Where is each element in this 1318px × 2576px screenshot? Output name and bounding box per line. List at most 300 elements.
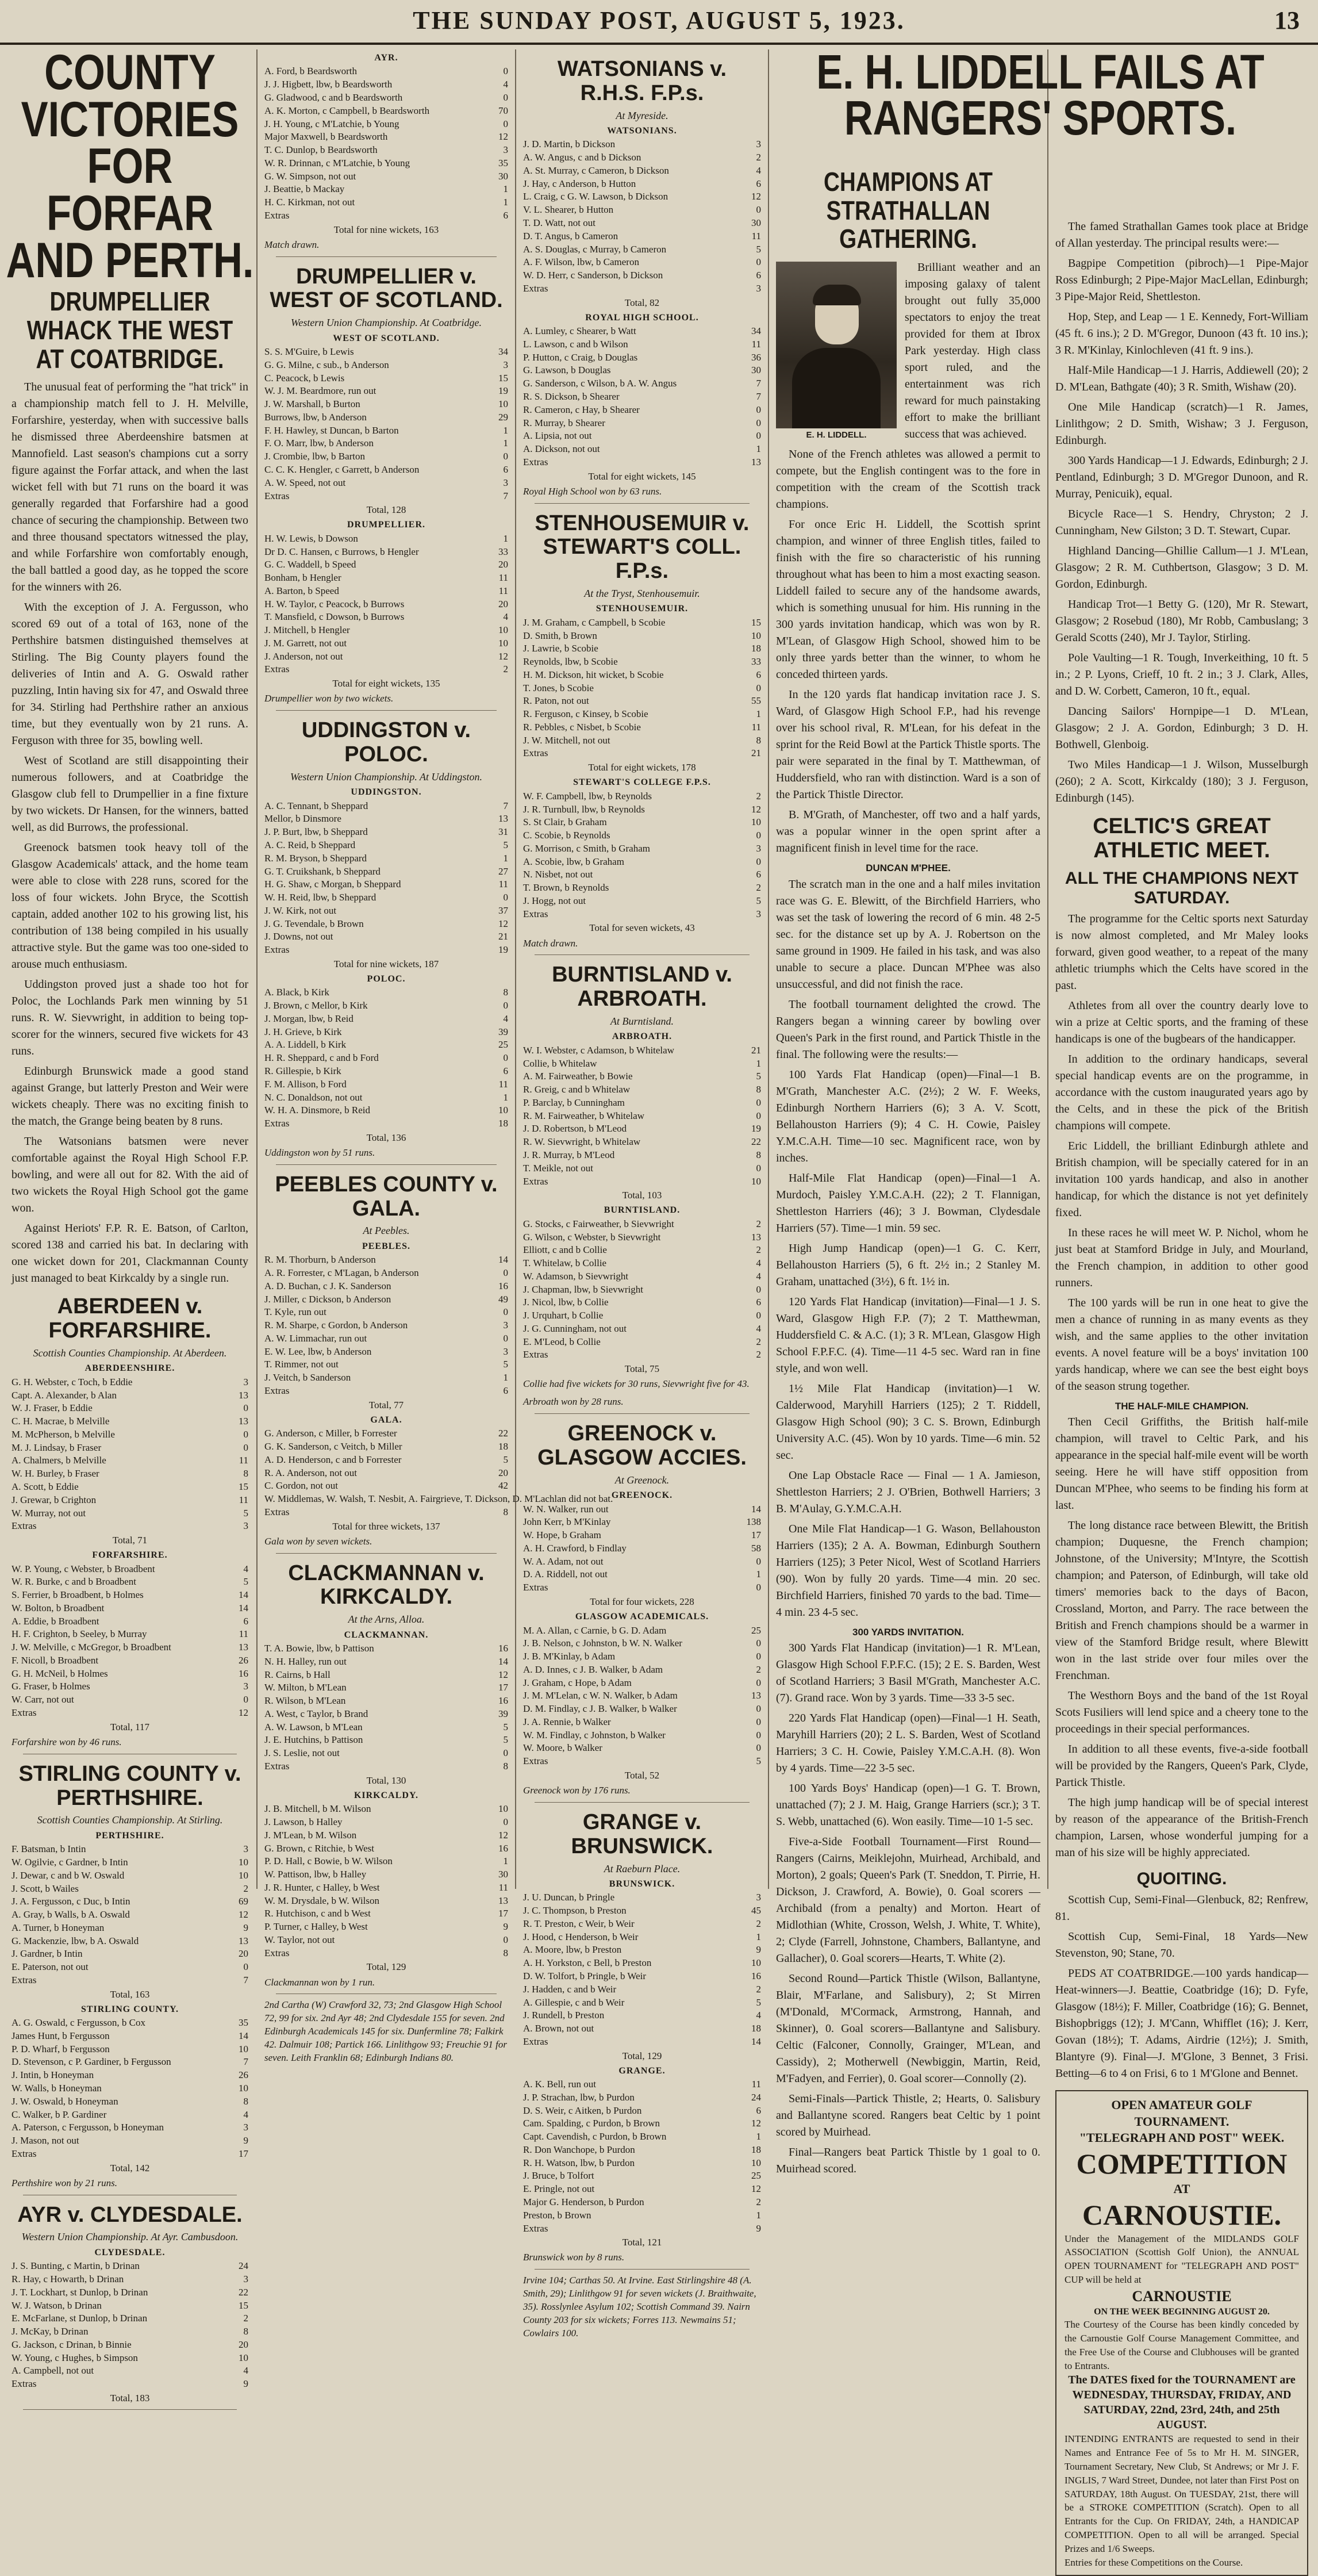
batsman-row (264, 1842, 508, 1856)
match-title: STENHOUSEMUIR v. STEWART'S COLL. F.P.s. (535, 511, 750, 584)
batsman-name: G. Wilson, c Webster, b Sievwright (523, 1231, 661, 1243)
match-note: Collie had five wickets for 30 runs, Sievwright five for 43. (523, 1378, 750, 1390)
batsman-name: W. J. Watson, b Drinan (11, 2299, 102, 2311)
batsman-runs: 3 (243, 2122, 248, 2133)
batsman-runs: 7 (756, 378, 761, 389)
divider (276, 710, 497, 711)
match-venue: At the Tryst, Stenhousemuir. (584, 587, 700, 599)
batsman-row (523, 1755, 761, 1768)
batsman-name: Extras (523, 2222, 548, 2234)
batsman-row (264, 1708, 508, 1721)
batsman-runs: 30 (751, 217, 761, 229)
para: One Lap Obstacle Race — Final — 1 A. Jamieson, Shettleston Harriers; 2 J. O'Brien, Bothwell Harriers; 3 B. M'Aulay, G.Y.M.C.A.H. (776, 1469, 1040, 1515)
batsman-row (523, 1904, 761, 1918)
batsman-row (523, 669, 761, 682)
batsman-name: J. U. Duncan, b Pringle (523, 1892, 615, 1903)
batsman-name: A. C. Reid, b Sheppard (264, 839, 356, 850)
batsman-name: D. T. Angus, b Cameron (523, 230, 618, 241)
batsman-name: H. W. Lewis, b Dowson (264, 532, 358, 544)
batsman-runs: 39 (498, 1708, 508, 1719)
batsman-runs: 11 (498, 572, 508, 584)
batsman-name: J. Miller, c Dickson, b Anderson (264, 1293, 391, 1305)
match-title: WATSONIANS v. R.H.S. F.P.s. (557, 57, 727, 105)
batsman-runs: 9 (243, 1922, 248, 1933)
batsman-row (264, 585, 508, 598)
batsman-name: G. Lawson, b Douglas (523, 365, 611, 376)
batsman-runs: 4 (756, 1322, 761, 1334)
batsman-runs: 16 (498, 1695, 508, 1707)
batsman-row (523, 616, 761, 630)
batsman-name: R. Gillespie, b Kirk (264, 1065, 341, 1076)
batsman-name: A. Campbell, not out (11, 2365, 94, 2376)
batsman-runs: 3 (503, 1320, 508, 1331)
batsman-row (264, 918, 508, 931)
batsman-row (264, 1747, 508, 1760)
batsman-row (264, 91, 508, 105)
scorecard (264, 332, 508, 691)
batsman-row (523, 1136, 761, 1149)
batsman-name: A. St. Murray, c Cameron, b Dickson (523, 164, 669, 176)
ad-text: Under the Management of the MIDLANDS GOLF ASSOCIATION (Scottish Golf Union), the ANNUAL OPEN TOURNAMENT for "TELEGRAPH AND POST" CUP will be held at (1065, 2233, 1299, 2285)
match-result: Drumpellier won by two wickets. (264, 693, 394, 704)
batsman-name: D. Stevenson, c P. Gardiner, b Fergusson (11, 2056, 171, 2068)
batsman-runs: 2 (756, 152, 761, 163)
batsman-name: J. W. Melville, c McGregor, b Broadbent (11, 1642, 171, 1653)
batsman-name: W. A. Adam, not out (523, 1555, 604, 1567)
batsman-runs: 6 (756, 178, 761, 189)
batsman-row (264, 1358, 508, 1371)
batsman-name: J. P. Burt, lbw, b Sheppard (264, 826, 368, 838)
batsman-row (264, 463, 508, 477)
batsman-row (523, 2169, 761, 2183)
innings-total: Total, 130 (366, 1774, 406, 1786)
divider (535, 1802, 750, 1803)
photo-caption: E. H. LIDDELL. (806, 430, 867, 440)
batsman-name: Extras (523, 908, 548, 919)
batsman-row (523, 1663, 761, 1677)
batsman-row (264, 1293, 508, 1306)
divider (23, 2409, 237, 2410)
team-name: PERTHSHIRE. (95, 1830, 164, 1841)
batsman-runs: 11 (498, 1881, 508, 1893)
match-venue: At Burntisland. (610, 1015, 674, 1028)
match-watsonians (523, 57, 761, 504)
batsman-row (264, 1117, 508, 1130)
batsman-name: Extras (523, 747, 548, 759)
batsman-runs: 4 (243, 2109, 248, 2120)
batsman-name: T. Kyle, run out (264, 1306, 326, 1318)
match-title: UDDINGSTON v. POLOC. (301, 718, 471, 767)
team-name: STEWART'S COLLEGE F.P.S. (573, 777, 711, 788)
intro-paragraph: Against Heriots' F.P. R. E. Batson, of Carlton, scored 138 and carried his bat. In declaring with one wicket down for 201, Clackmannan County just managed to beat Kirkcaldy by a single run. (11, 1222, 248, 1285)
batsman-runs: 12 (751, 191, 761, 202)
batsman-runs: 3 (243, 1376, 248, 1387)
match-aberdeen-forfar (11, 1295, 248, 1754)
intro-paragraph: West of Scotland are still disappointing their numerous followers, and at Coatbridge the Glasgow club fell to Drumpellier in a fine fixture by two wickets. Dr Hansen, for the winners, batted well, as did Burrows, the professional. (11, 754, 248, 834)
batsman-runs: 12 (751, 2118, 761, 2129)
batsman-name: Extras (523, 1755, 548, 1767)
batsman-name: D. Smith, b Brown (523, 630, 597, 641)
batsman-row (523, 803, 761, 816)
batsman-name: W. Middlemas, W. Walsh, T. Nesbit, A. Fairgrieve, T. Dickson, D. M'Lachlan did not bat. (264, 1493, 613, 1505)
batsman-name: A. Scott, b Eddie (11, 1481, 79, 1492)
batsman-runs: 10 (498, 1803, 508, 1815)
batsman-runs: 12 (751, 2183, 761, 2195)
batsman-row (11, 1402, 248, 1415)
batsman-row (523, 190, 761, 204)
batsman-row (264, 209, 508, 223)
batsman-name: E. Pringle, not out (523, 2183, 595, 2195)
batsman-runs: 22 (239, 2286, 248, 2298)
batsman-name: J. T. Lockhart, st Dunlop, b Drinan (11, 2286, 148, 2298)
batsman-row (523, 1110, 761, 1123)
column-4 (776, 164, 1040, 2176)
batsman-row (523, 816, 761, 829)
batsman-row (11, 1935, 248, 1948)
subhead-strathallan: CHAMPIONS AT STRATHALLAN GATHERING. (823, 167, 993, 254)
batsman-name: T. Whitelaw, b Collie (523, 1258, 607, 1269)
batsman-runs: 30 (498, 170, 508, 182)
section-heading: THE HALF-MILE CHAMPION. (1115, 1400, 1249, 1412)
batsman-runs: 8 (243, 2095, 248, 2107)
batsman-runs: 3 (756, 139, 761, 150)
batsman-runs: 11 (498, 879, 508, 890)
batsman-name: R. Greig, c and b Whitelaw (523, 1084, 631, 1095)
batsman-name: R. Cairns, b Hall (264, 1669, 331, 1680)
batsman-name: A. Gray, b Walls, b A. Oswald (11, 1909, 130, 1920)
para: 100 Yards Flat Handicap (open)—Final—1 B. M'Grath, Manchester A.C. (2½); 2 W. F. Weeks, Edinburgh Northern Harriers (6); 3 A. V. Scott, Bellahouston Harriers (9); 4 C. H. Cowie, Paisley Y.M.C.A.H. Time—10 sec. Magnificent race, won by inches. (776, 1068, 1040, 1164)
batsman-row (523, 695, 761, 708)
batsman-row (523, 630, 761, 643)
batsman-runs: 0 (756, 1729, 761, 1741)
batsman-runs: 0 (503, 1747, 508, 1759)
batsman-row (523, 868, 761, 881)
batsman-name: A. Lipsia, not out (523, 430, 592, 442)
batsman-row (264, 812, 508, 826)
batsman-runs: 17 (751, 1529, 761, 1541)
batsman-name: Extras (11, 1974, 37, 1985)
batsman-runs: 19 (751, 1123, 761, 1134)
batsman-row (523, 642, 761, 656)
batsman-runs: 0 (756, 1677, 761, 1688)
team-name: DRUMPELLIER. (347, 520, 425, 530)
batsman-runs: 6 (503, 463, 508, 475)
match-result: Arbroath won by 28 runs. (523, 1396, 624, 1408)
batsman-row (264, 1013, 508, 1026)
batsman-row (264, 118, 508, 131)
batsman-runs: 11 (239, 1628, 248, 1640)
batsman-runs: 13 (498, 813, 508, 825)
batsman-name: J. Anderson, not out (264, 650, 343, 662)
batsman-row (11, 1575, 248, 1589)
batsman-name: J. M. Garrett, not out (264, 637, 347, 649)
batsman-runs: 0 (756, 1110, 761, 1121)
batsman-row (11, 1615, 248, 1628)
batsman-row (264, 1642, 508, 1655)
batsman-row (264, 1881, 508, 1895)
batsman-runs: 5 (756, 1071, 761, 1082)
ad-competition: COMPETITION (1076, 2147, 1288, 2180)
batsman-runs: 3 (243, 1843, 248, 1855)
match-venue: Western Union Championship. At Uddingston. (290, 770, 483, 783)
batsman-runs: 8 (503, 1760, 508, 1772)
batsman-runs: 2 (756, 1244, 761, 1256)
batsman-row (523, 1650, 761, 1663)
batsman-name: J. M'Lean, b M. Wilson (264, 1829, 357, 1841)
batsman-name: F. M. Allison, b Ford (264, 1078, 347, 1090)
para: Pole Vaulting—1 R. Tough, Inverkeithing, 10 ft. 5 in.; 2 P. Lyons, Crieff, 10 ft. 2 in.; 3 J. Clark, Alles, and D. W. Corbett, Cameron, 10 ft., equal. (1055, 651, 1308, 697)
batsman-name: J. R. Hunter, c Halley, b West (264, 1881, 380, 1893)
batsman-name: A. M. Fairweather, b Bowie (523, 1071, 633, 1082)
batsman-name: J. Downs, not out (264, 931, 333, 942)
innings-total: Total, 183 (110, 2392, 150, 2404)
batsman-name: P. D. Hall, c Bowie, b W. Wilson (264, 1856, 393, 1867)
batsman-runs: 1 (756, 2209, 761, 2221)
batsman-row (523, 1070, 761, 1083)
batsman-runs: 2 (756, 1349, 761, 1360)
batsman-name: W. Taylor, not out (264, 1934, 335, 1945)
batsman-runs: 35 (239, 2017, 248, 2029)
batsman-name: C. C. K. Hengler, c Garrett, b Anderson (264, 463, 420, 475)
batsman-runs: 13 (751, 1690, 761, 1701)
batsman-row (11, 1507, 248, 1520)
batsman-row (264, 1026, 508, 1039)
intro-paragraph: Uddingston proved just a shade too hot for Poloc, the Lochlands Park men winning by 51 runs. R. W. Sievwright, in addition to being top-scorer for the winners, secured five wickets for 43 runs. (11, 978, 248, 1058)
batsman-runs: 14 (239, 1602, 248, 1613)
batsman-row (523, 682, 761, 695)
batsman-name: G. H. McNeil, b Holmes (11, 1667, 108, 1679)
batsman-name: W. Walls, b Honeyman (11, 2083, 102, 2094)
batsman-name: A. S. Douglas, c Murray, b Cameron (523, 243, 667, 255)
batsman-row (264, 1920, 508, 1934)
batsman-row (523, 1918, 761, 1931)
scorecard (523, 1489, 761, 1782)
para: Bicycle Race—1 S. Hendry, Chryston; 2 J. Cunningham, New Gilston; 3 D. T. Stewart, Cupar. (1055, 508, 1308, 537)
team-name: ARBROATH. (612, 1032, 673, 1042)
batsman-name: Extras (264, 1385, 290, 1396)
innings-total: Total for eight wickets, 145 (588, 470, 696, 482)
batsman-runs: 21 (498, 931, 508, 942)
batsman-row (11, 2352, 248, 2365)
batsman-runs: 29 (498, 411, 508, 423)
scorecard (11, 1362, 248, 1733)
team-name: PEEBLES. (362, 1241, 411, 1251)
batsman-name: T. A. Bowie, lbw, b Pattison (264, 1643, 374, 1654)
batsman-name: G. Brown, c Ritchie, b West (264, 1842, 374, 1854)
batsman-runs: 8 (503, 987, 508, 998)
batsman-name: J. Morgan, lbw, b Reid (264, 1013, 353, 1024)
batsman-row (523, 1322, 761, 1336)
batsman-row (11, 1520, 248, 1533)
batsman-name: J. Hay, c Anderson, b Hutton (523, 178, 636, 189)
team-name: GRANGE. (618, 2065, 666, 2076)
column-3 (523, 49, 761, 2339)
para: Two Miles Handicap—1 J. Wilson, Musselburgh (260); 2 A. Scott, Kirkcaldy (180); 3 J. Ferguson, Edinburgh (145). (1055, 758, 1308, 804)
para: In these races he will meet W. P. Nichol, whom he just beat at Stamford Bridge in July, and Mourland, the French champion, in addition to other good runners. (1055, 1226, 1308, 1289)
batsman-row (523, 1703, 761, 1716)
batsman-row (264, 891, 508, 904)
batsman-runs: 12 (498, 1829, 508, 1841)
batsman-runs: 39 (498, 1026, 508, 1037)
batsman-runs: 16 (498, 1842, 508, 1854)
batsman-runs: 0 (756, 1310, 761, 1321)
ad-text: Entries for these Competitions on the Course. (1065, 2556, 1243, 2568)
intro-paragraph: Greenock batsmen took heavy toll of the Glasgow Academicals' attack, and the home team were able to close with 228 runs, scored for the loss of four wickets. John Bryce, the Scottish captain, added another 102 to his growing list, his contribution of 138 being compiled in his usually attractive style. But the game was too one-sided to arouse much enthusiasm. (11, 841, 248, 971)
batsman-runs: 4 (503, 79, 508, 90)
batsman-runs: 3 (756, 282, 761, 294)
batsman-runs: 8 (243, 1468, 248, 1479)
batsman-runs: 0 (756, 256, 761, 268)
batsman-name: G. Fraser, b Holmes (11, 1681, 90, 1692)
batsman-name: Bonham, b Hengler (264, 572, 341, 584)
batsman-runs: 1 (756, 443, 761, 455)
para: In addition to all these events, five-a-side football will be provided by the Rangers, Queen's Park, Clyde, Partick Thistle. (1055, 1743, 1308, 1789)
batsman-row (264, 637, 508, 650)
batsman-runs: 5 (756, 1755, 761, 1767)
batsman-name: G. Morrison, c Smith, b Graham (523, 842, 650, 854)
golf-advert (1055, 2090, 1308, 2576)
batsman-runs: 49 (498, 1293, 508, 1305)
para: B. M'Grath, of Manchester, off two and a half yards, was a popular winner in the open sprint after a magnificent finish in level time for the race. (776, 808, 1040, 855)
team-name: ABERDEENSHIRE. (84, 1363, 175, 1374)
batsman-row (11, 1883, 248, 1896)
batsman-name: H. R. Sheppard, c and b Ford (264, 1052, 379, 1064)
batsman-name: Dr D. C. Hansen, c Burrows, b Hengler (264, 546, 419, 557)
batsman-row (523, 282, 761, 296)
batsman-name: R. T. Preston, c Weir, b Weir (523, 1918, 635, 1929)
batsman-name: A. H. Yorkston, c Bell, b Preston (523, 1957, 652, 1969)
batsman-row (11, 2339, 248, 2352)
batsman-runs: 5 (243, 1576, 248, 1588)
batsman-row (523, 881, 761, 895)
batsman-runs: 0 (503, 1052, 508, 1064)
batsman-name: J. G. Cunningham, not out (523, 1322, 627, 1334)
batsman-name: Collie, b Whitelaw (523, 1057, 597, 1069)
batsman-row (523, 1162, 761, 1175)
batsman-name: G. C. Waddell, b Speed (264, 559, 356, 570)
batsman-runs: 0 (756, 1283, 761, 1295)
batsman-row (11, 1415, 248, 1428)
batsman-name: R. Ferguson, c Kinsey, b Scobie (523, 708, 648, 720)
batsman-runs: 16 (498, 1280, 508, 1291)
batsman-runs: 0 (243, 1694, 248, 1705)
batsman-row (264, 437, 508, 450)
batsman-row (264, 78, 508, 91)
batsman-name: Reynolds, lbw, b Scobie (523, 656, 618, 668)
batsman-name: J. H. Young, c M'Latchie, b Young (264, 118, 399, 129)
batsman-name: J. Hogg, not out (523, 895, 586, 906)
batsman-runs: 8 (756, 1149, 761, 1160)
innings-total: Total for nine wickets, 163 (333, 224, 439, 235)
batsman-name: Extras (523, 1582, 548, 1593)
batsman-row (11, 1680, 248, 1693)
team-name: CLACKMANNAN. (344, 1630, 429, 1640)
batsman-runs: 17 (239, 2148, 248, 2159)
batsman-runs: 8 (756, 734, 761, 746)
batsman-name: R. M. Bryson, b Sheppard (264, 852, 367, 864)
batsman-runs: 0 (243, 1961, 248, 1973)
match-uddingston-poloc (264, 719, 508, 1165)
liddell-headline-block (776, 45, 1305, 159)
batsman-runs: 55 (751, 695, 761, 707)
batsman-name: J. Nicol, lbw, b Collie (523, 1297, 609, 1308)
batsman-runs: 14 (751, 2035, 761, 2047)
batsman-name: J. Bruce, b Tolfort (523, 2170, 594, 2182)
batsman-row (523, 1097, 761, 1110)
batsman-name: P. Hutton, c Craig, b Douglas (523, 351, 638, 363)
batsman-runs: 4 (756, 1270, 761, 1282)
para: Scottish Cup, Semi-Final, 18 Yards—New Stevenston, 90; Stane, 70. (1055, 1930, 1308, 1960)
batsman-row (11, 1693, 248, 1707)
batsman-row (523, 1218, 761, 1231)
batsman-row (523, 1044, 761, 1057)
batsman-row (264, 1038, 508, 1052)
batsman-runs: 5 (756, 243, 761, 255)
batsman-row (264, 663, 508, 676)
batsman-runs: 2 (756, 1983, 761, 1995)
batsman-name: W. J. Fraser, b Eddie (11, 1402, 93, 1414)
batsman-runs: 10 (751, 1957, 761, 1969)
headline-county-victories: COUNTY VICTORIES FOR FORFAR AND PERTH. (6, 45, 254, 288)
batsman-runs: 25 (751, 2170, 761, 2182)
batsman-name: J. McKay, b Drinan (11, 2326, 89, 2337)
batsman-runs: 5 (243, 1507, 248, 1519)
batsman-runs: 5 (756, 1996, 761, 2008)
batsman-row (523, 2157, 761, 2170)
batsman-name: J. D. Martin, b Dickson (523, 139, 616, 150)
batsman-name: R. M. Fairweather, b Whitelaw (523, 1110, 644, 1121)
batsman-runs: 10 (239, 2043, 248, 2054)
batsman-name: Major Maxwell, b Beardsworth (264, 131, 388, 143)
batsman-name: A. W. Angus, c and b Dickson (523, 152, 641, 163)
batsman-runs: 10 (239, 1857, 248, 1868)
match-result: Greenock won by 176 runs. (523, 1785, 631, 1796)
batsman-runs: 9 (756, 1944, 761, 1956)
batsman-runs: 0 (503, 1306, 508, 1318)
team-name: GREENOCK. (611, 1490, 673, 1501)
article-intro (11, 379, 248, 1287)
innings-total: Total, 121 (622, 2237, 662, 2248)
batsman-row (523, 1742, 761, 1755)
batsman-row (264, 1695, 508, 1708)
team-name: ROYAL HIGH SCHOOL. (585, 312, 699, 323)
batsman-row (523, 390, 761, 404)
batsman-name: C. H. Macrae, b Melville (11, 1416, 110, 1427)
batsman-row (11, 1641, 248, 1654)
batsman-runs: 18 (751, 2144, 761, 2155)
batsman-name: A. Chalmers, b Melville (11, 1455, 106, 1466)
batsman-runs: 9 (243, 2135, 248, 2146)
batsman-row (523, 1296, 761, 1309)
batsman-name: A. G. Oswald, c Fergusson, b Cox (11, 2017, 145, 2029)
batsman-row (264, 904, 508, 918)
batsman-runs: 4 (756, 164, 761, 176)
batsman-name: E. McFarlane, st Dunlop, b Drinan (11, 2313, 148, 2324)
batsman-name: J. D. Robertson, b M'Leod (523, 1123, 627, 1134)
team-name: AYR. (374, 53, 398, 63)
batsman-row (523, 217, 761, 230)
batsman-row (523, 2104, 761, 2118)
batsman-runs: 18 (498, 1440, 508, 1452)
match-drumpellier-west (264, 265, 508, 711)
ad-text: The Courtesy of the Course has been kindly conceded by the Carnoustie Golf Course Management Committee, and the Free Use of the Course and Clubhouses will be granted to Entrants. (1065, 2319, 1299, 2371)
para: In addition to the ordinary handicaps, several special handicap events are on the programme, in accordance with the custom inaugurated years ago by the Celts, and in these the pick of the British champions will compete. (1055, 1052, 1308, 1132)
para: 100 Yards Boys' Handicap (open)—1 G. T. Brown, unattached (7); 2 J. M. Haig, Grange Harriers (scr.); 3 T. S. Webb, unattached (6). Won easily. Time—10 1-5 sec. (776, 1782, 1040, 1828)
batsman-runs: 14 (751, 1503, 761, 1515)
batsman-row (11, 1667, 248, 1681)
batsman-runs: 6 (243, 1615, 248, 1627)
batsman-row (523, 856, 761, 869)
